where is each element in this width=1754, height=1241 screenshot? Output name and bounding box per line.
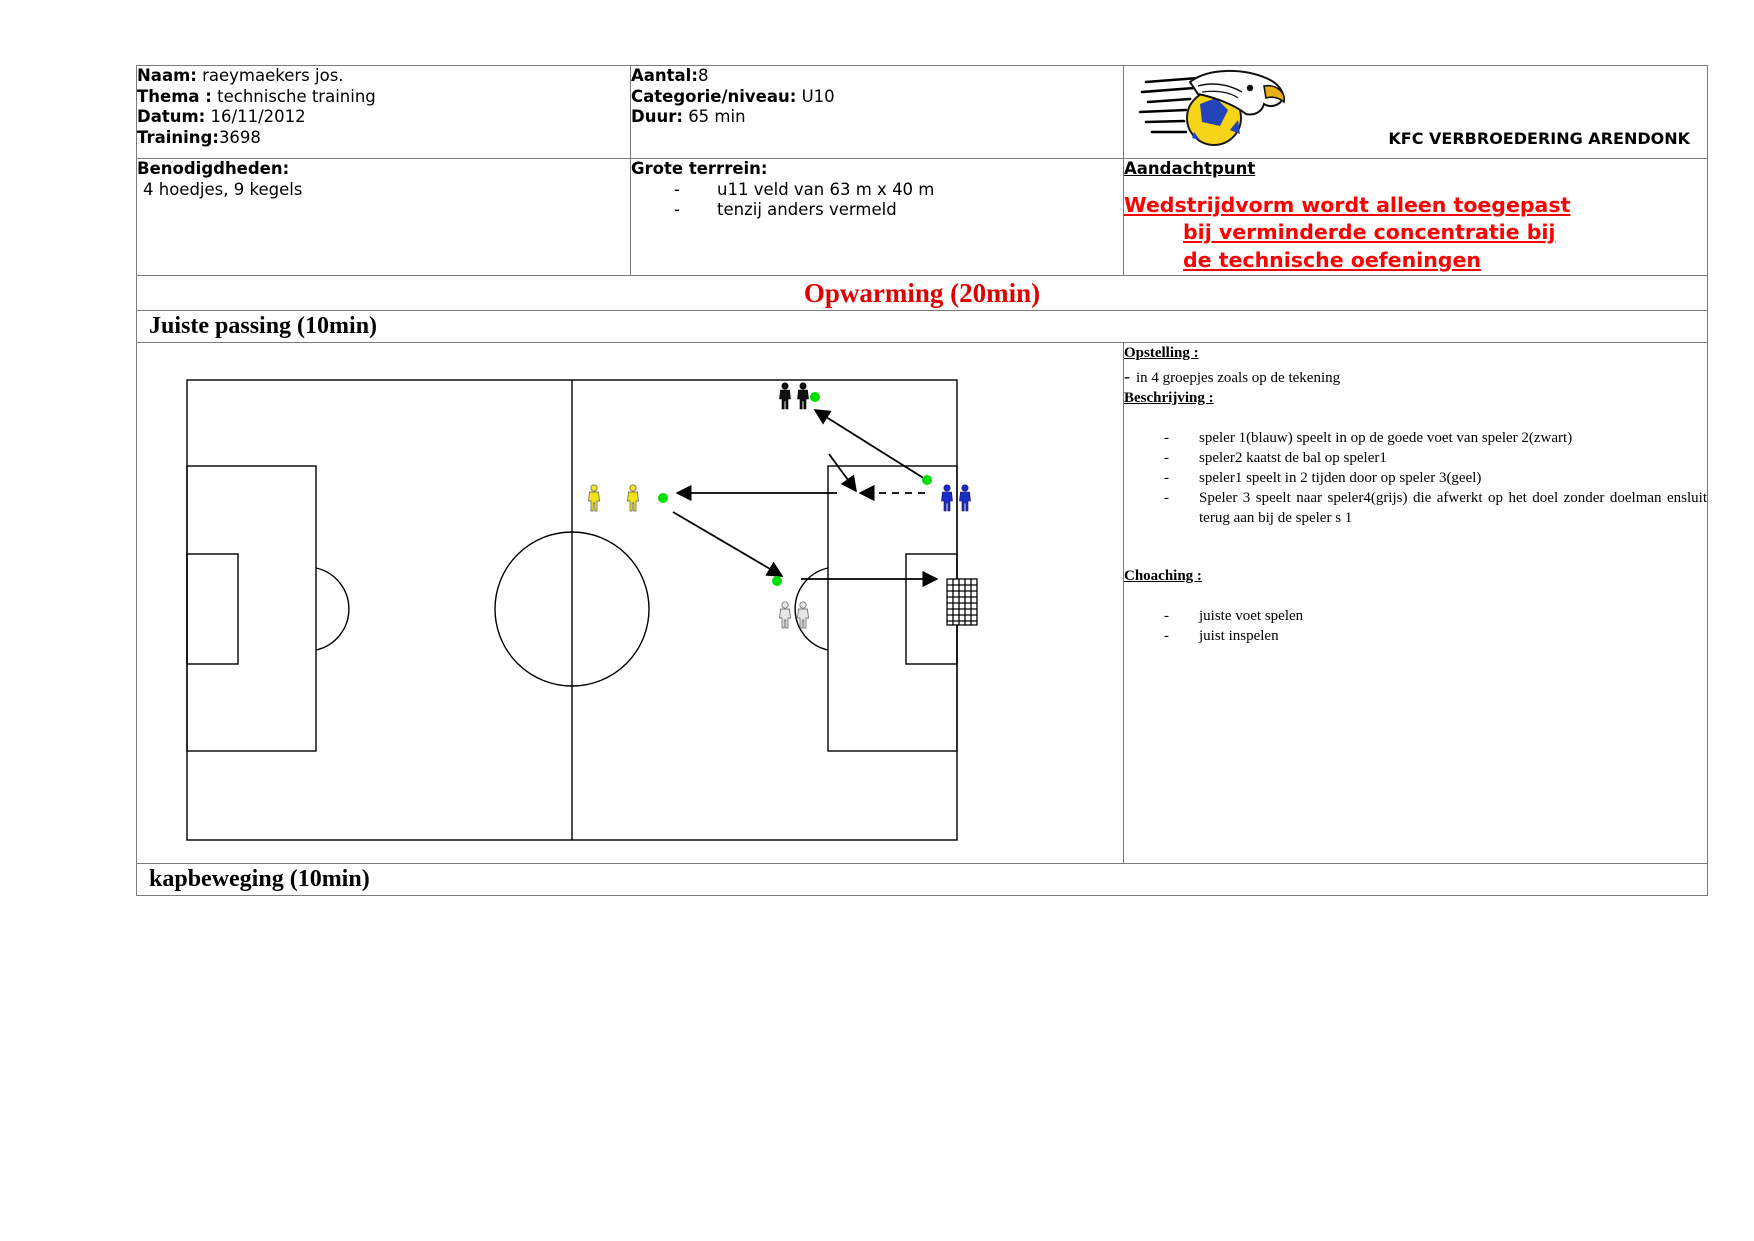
training-sheet xyxy=(136,65,1708,896)
coaching-label: Choaching : xyxy=(1124,568,1202,584)
theme-value: technische training xyxy=(217,86,376,106)
exercise1-title: Juiste passing (10min) xyxy=(137,311,1708,343)
player-figure-icon xyxy=(780,602,791,628)
coaching-item: - juiste voet spelen xyxy=(1124,606,1707,626)
ball-marker-icon xyxy=(772,576,782,586)
terrain-cell xyxy=(631,159,1124,276)
focus-line: bij verminderde concentratie bij xyxy=(1183,220,1556,244)
training-label: Training: xyxy=(137,127,219,147)
coaching-list xyxy=(1124,606,1707,646)
duration-row xyxy=(631,107,1123,128)
exercise-description-cell xyxy=(1124,343,1708,864)
date-row xyxy=(137,107,630,128)
ball-marker-icon xyxy=(810,392,820,402)
player-figure-icon xyxy=(798,602,809,628)
focus-cell xyxy=(1124,159,1708,276)
theme-row xyxy=(137,87,630,108)
name-row xyxy=(137,66,630,87)
duration-value: 65 min xyxy=(688,107,746,126)
theme-label: Thema : xyxy=(137,86,212,106)
ball-marker-icon xyxy=(922,475,932,485)
materials-value: 4 hoedjes, 9 kegels xyxy=(143,179,303,199)
category-row xyxy=(631,87,1123,108)
warmup-title: Opwarming (20min) xyxy=(137,276,1708,311)
terrain-list xyxy=(631,180,1123,221)
name-value: raeymaekers jos. xyxy=(202,66,344,85)
goal-net-icon xyxy=(947,579,977,625)
name-label: Naam: xyxy=(137,66,197,85)
duration-label: Duur: xyxy=(631,107,683,126)
description-list xyxy=(1124,428,1707,528)
ball-marker-icon xyxy=(658,493,668,503)
focus-warning xyxy=(1124,192,1707,275)
player-group-black xyxy=(780,383,809,409)
description-item: - Speler 3 speelt naar speler4(grijs) die afwerkt op het doel zonder doelman ensluit terug aan bij de speler s 1 xyxy=(1124,488,1707,528)
focus-label: Aandachtpunt xyxy=(1124,159,1256,178)
football-field-diagram xyxy=(137,343,1123,863)
player-figure-icon xyxy=(780,383,791,409)
left-goal-area xyxy=(187,554,238,664)
arrow-icon xyxy=(673,512,782,576)
count-row xyxy=(631,66,1123,87)
category-label: Categorie/niveau: xyxy=(631,86,797,106)
player-group-grey xyxy=(780,602,809,628)
trainer-info-cell xyxy=(137,66,631,159)
date-label: Datum: xyxy=(137,107,206,126)
player-figure-icon xyxy=(942,485,953,511)
club-cell xyxy=(1124,66,1708,159)
count-value: 8 xyxy=(697,66,709,85)
club-name: KFC VERBROEDERING ARENDONK xyxy=(1388,128,1690,148)
setup-text: in 4 groepjes zoals op de tekening xyxy=(1136,370,1341,386)
eagle-football-logo xyxy=(1138,68,1288,150)
training-value: 3698 xyxy=(218,127,261,147)
focus-line: Wedstrijdvorm wordt alleen toegepast xyxy=(1124,192,1571,217)
arrow-icon xyxy=(815,410,925,479)
category-value: U10 xyxy=(801,86,835,106)
right-penalty-area xyxy=(828,466,957,751)
player-figure-icon xyxy=(798,383,809,409)
player-group-blue xyxy=(942,485,971,511)
description-item: - speler1 speelt in 2 tijden door op speler 3(geel) xyxy=(1124,468,1707,488)
terrain-item: - tenzij anders vermeld xyxy=(631,200,1123,221)
group-info-cell xyxy=(631,66,1124,159)
materials-label: Benodigdheden: xyxy=(137,159,290,178)
training-row xyxy=(137,128,630,149)
player-figure-icon xyxy=(589,485,600,511)
description-label: Beschrijving : xyxy=(1124,390,1214,406)
player-figure-icon xyxy=(960,485,971,511)
date-value: 16/11/2012 xyxy=(210,107,306,126)
exercise2-title: kapbeweging (10min) xyxy=(137,864,1708,896)
balls xyxy=(658,392,932,586)
player-figure-icon xyxy=(628,485,639,511)
player-group-yellow xyxy=(589,485,639,511)
setup-row: - in 4 groepjes zoals op de tekening xyxy=(1124,366,1341,386)
left-penalty-arc xyxy=(316,568,349,650)
terrain-label: Grote terrrein: xyxy=(631,159,768,178)
left-penalty-area xyxy=(187,466,316,751)
arrow-icon xyxy=(829,454,856,491)
setup-label: Opstelling : xyxy=(1124,345,1199,361)
focus-line: de technische oefeningen xyxy=(1183,247,1481,272)
description-item: - speler 1(blauw) speelt in op de goede voet van speler 2(zwart) xyxy=(1124,428,1707,448)
terrain-item: - u11 veld van 63 m x 40 m xyxy=(631,180,1123,201)
description-item: - speler2 kaatst de bal op speler1 xyxy=(1124,448,1707,468)
count-label: Aantal: xyxy=(631,66,698,85)
coaching-item: - juist inspelen xyxy=(1124,626,1707,646)
exercise-diagram-cell xyxy=(137,343,1124,864)
materials-cell xyxy=(137,159,631,276)
